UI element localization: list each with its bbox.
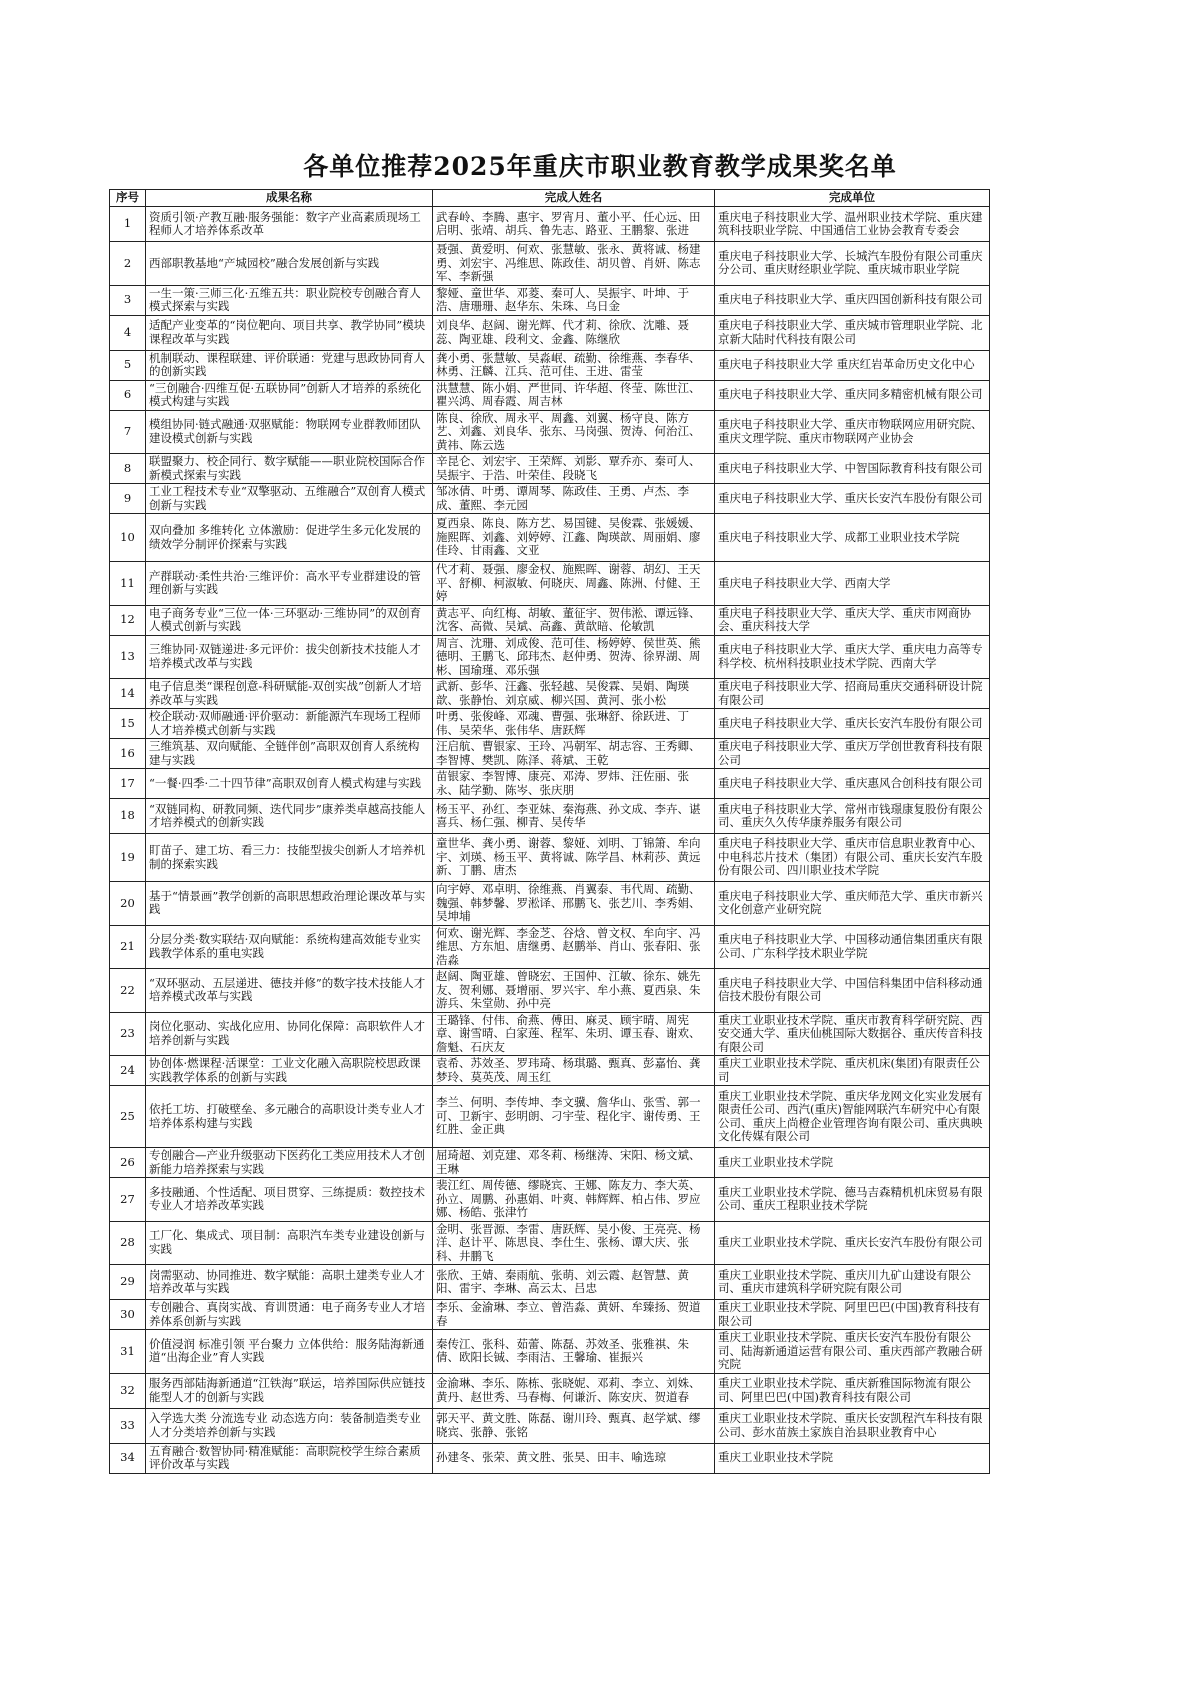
row-completers: 金明、张晋源、李雷、唐跃辉、吴小俊、王亮亮、杨洋、赵计平、陈思良、李仕生、张杨、谭大庆、张科、井鹏飞: [433, 1221, 715, 1265]
row-achievement-name: 多技融通、个性适配、项目贯穿、三练提质：数控技术专业人才培养改革实践: [146, 1178, 433, 1222]
row-serial-number: 31: [110, 1330, 146, 1374]
row-achievement-name: “三创融合·四维互促·五联协同”创新人才培养的系统化模式构建与实践: [146, 380, 433, 410]
row-achievement-name: 资质引领·产教互融·服务强能：数字产业高素质现场工程师人才培养体系改革: [146, 207, 433, 242]
row-completers: 苗银家、李智博、康亮、邓涛、罗炜、汪佐丽、张永、陆学勤、陈岑、张庆朋: [433, 769, 715, 799]
row-serial-number: 30: [110, 1300, 146, 1330]
row-units: 重庆电子科技职业大学、中智国际教育科技有限公司: [715, 454, 990, 484]
row-serial-number: 22: [110, 969, 146, 1013]
table-row: [110, 285, 990, 315]
table-row: [110, 1443, 990, 1473]
row-completers: 武新、彭华、汪鑫、张轻越、吴俊霖、吴娟、陶瑛歆、张静怡、刘京威、柳兴国、黄河、张小松: [433, 679, 715, 709]
row-units: 重庆工业职业技术学院、重庆机床(集团)有限责任公司: [715, 1056, 990, 1086]
table-row: [110, 834, 990, 882]
row-achievement-name: 专创融合—产业升级驱动下医药化工类应用技术人才创新能力培养探索与实践: [146, 1148, 433, 1178]
row-achievement-name: 三维协同·双链递进·多元评价：拔尖创新技术技能人才培养模式改革与实践: [146, 635, 433, 679]
row-completers: 何欢、谢光辉、李金芝、谷焓、曾文权、牟向宇、冯维思、方东旭、唐继勇、赵鹏举、肖山、张春阳、张浩淼: [433, 925, 715, 969]
row-serial-number: 23: [110, 1012, 146, 1056]
row-serial-number: 16: [110, 739, 146, 769]
row-units: 重庆电子科技职业大学、重庆四国创新科技有限公司: [715, 285, 990, 315]
table-header-row: [110, 190, 990, 207]
table-row: [110, 242, 990, 286]
row-units: 重庆工业职业技术学院、重庆市教育科学研究院、西安交通大学、重庆仙桃国际大数据谷、重庆传音科技有限公司: [715, 1012, 990, 1056]
table-row: [110, 635, 990, 679]
row-completers: 王璐锋、付伟、俞燕、傅田、麻灵、顾宇晴、周宪章、谢雪晴、白家莲、程军、朱玥、谭玉春、谢欢、詹魁、石庆友: [433, 1012, 715, 1056]
row-units: 重庆电子科技职业大学、西南大学: [715, 562, 990, 606]
row-achievement-name: 岗需驱动、协同推进、数字赋能：高职土建类专业人才培养改革与实践: [146, 1265, 433, 1300]
row-completers: 袁希、苏效圣、罗玮琦、杨琪璐、甄真、彭嘉怡、龚梦玲、莫英茂、周玉红: [433, 1056, 715, 1086]
row-completers: 陈良、徐欣、周永平、周鑫、刘翼、杨守良、陈方艺、刘鑫、刘良华、张东、马岗强、贺涛、何治江、黄祎、陈云选: [433, 410, 715, 454]
row-completers: 龚小勇、张慧敏、吴淼岷、疏勤、徐维燕、李春华、林勇、汪麟、江兵、范可佳、王进、雷莹: [433, 350, 715, 380]
row-achievement-name: 产群联动·柔性共治·三维评价：高水平专业群建设的管理创新与实践: [146, 562, 433, 606]
row-serial-number: 2: [110, 242, 146, 286]
row-serial-number: 18: [110, 799, 146, 834]
table-row: [110, 799, 990, 834]
row-achievement-name: 分层分类·数实联结·双向赋能：系统构建高效能专业实践教学体系的重电实践: [146, 925, 433, 969]
row-achievement-name: 校企联动·双师融通·评价驱动：新能源汽车现场工程师人才培养模式创新与实践: [146, 709, 433, 739]
row-completers: 裴江红、周传德、缪晓宾、王娜、陈友力、李大英、孙立、周鹏、孙惠娟、叶爽、韩辉辉、柏占伟、罗应娜、杨皓、张津竹: [433, 1178, 715, 1222]
row-completers: 汪启航、曹银家、王玲、冯朝军、胡志容、王秀卿、李智博、樊凯、陈泽、蒋斌、王乾: [433, 739, 715, 769]
table-row: [110, 1373, 990, 1408]
row-achievement-name: 双向叠加 多维转化 立体激励：促进学生多元化发展的绩效学分制评价探索与实践: [146, 514, 433, 562]
row-achievement-name: 联盟聚力、校企同行、数字赋能——职业院校国际合作新模式探索与实践: [146, 454, 433, 484]
row-serial-number: 9: [110, 484, 146, 514]
row-units: 重庆工业职业技术学院、重庆长安凯程汽车科技有限公司、彭水苗族土家族自治县职业教育中心: [715, 1408, 990, 1443]
table-row: [110, 1086, 990, 1148]
row-units: 重庆工业职业技术学院、重庆长安汽车股份有限公司、陆海新通道运营有限公司、重庆西部产教融合研究院: [715, 1330, 990, 1374]
header-completers: 完成人姓名: [433, 190, 715, 207]
row-units: 重庆电子科技职业大学、重庆长安汽车股份有限公司: [715, 709, 990, 739]
row-units: 重庆电子科技职业大学、招商局重庆交通科研设计院有限公司: [715, 679, 990, 709]
row-units: 重庆工业职业技术学院、阿里巴巴(中国)教育科技有限公司: [715, 1300, 990, 1330]
row-completers: 秦传江、张科、茹蕾、陈磊、苏效圣、张雅祺、朱倩、欧阳长铖、李雨洁、王馨瑜、崔振兴: [433, 1330, 715, 1374]
award-list-table: [109, 189, 990, 1474]
row-units: 重庆电子科技职业大学、温州职业技术学院、重庆建筑科技职业学院、中国通信工业协会教育专委会: [715, 207, 990, 242]
row-units: 重庆电子科技职业大学 重庆红岩革命历史文化中心: [715, 350, 990, 380]
row-units: 重庆电子科技职业大学、重庆长安汽车股份有限公司: [715, 484, 990, 514]
row-units: 重庆电子科技职业大学、长城汽车股份有限公司重庆分公司、重庆财经职业学院、重庆城市职业学院: [715, 242, 990, 286]
row-completers: 童世华、龚小勇、谢蓉、黎娅、刘明、丁锦箫、牟向宇、刘瑛、杨玉平、黄将诚、陈学昌、林莉莎、黄远新、丁鹏、唐杰: [433, 834, 715, 882]
row-completers: 金渝琳、李乐、陈栋、张晓妮、邓莉、李立、刘姝、黄丹、赵世秀、马春梅、何谦沂、陈安庆、贺道春: [433, 1373, 715, 1408]
row-serial-number: 21: [110, 925, 146, 969]
table-row: [110, 1265, 990, 1300]
header-achievement-name: 成果名称: [146, 190, 433, 207]
row-units: 重庆电子科技职业大学、重庆惠风合创科技有限公司: [715, 769, 990, 799]
row-completers: 夏西泉、陈良、陈方艺、易国键、吴俊霖、张媛媛、施熙晖、刘鑫、刘婷婷、江鑫、陶瑛歆、周丽娟、廖佳玲、甘雨鑫、文亚: [433, 514, 715, 562]
row-serial-number: 5: [110, 350, 146, 380]
table-row: [110, 709, 990, 739]
table-row: [110, 969, 990, 1013]
row-achievement-name: 机制联动、课程联建、评价联通：党建与思政协同育人的创新实践: [146, 350, 433, 380]
row-serial-number: 20: [110, 882, 146, 926]
row-achievement-name: 西部职教基地“产城园校”融合发展创新与实践: [146, 242, 433, 286]
row-units: 重庆电子科技职业大学、重庆万学创世教育科技有限公司: [715, 739, 990, 769]
row-serial-number: 25: [110, 1086, 146, 1148]
row-units: 重庆电子科技职业大学、重庆城市管理职业学院、北京新大陆时代科技有限公司: [715, 315, 990, 350]
row-completers: 郭天平、黄文胜、陈磊、谢川玲、甄真、赵学斌、缪晓宾、张静、张铭: [433, 1408, 715, 1443]
row-serial-number: 27: [110, 1178, 146, 1222]
row-achievement-name: 模组协同·链式融通·双驱赋能：物联网专业群教师团队建设模式创新与实践: [146, 410, 433, 454]
table-row: [110, 739, 990, 769]
row-achievement-name: 价值浸润 标准引领 平台聚力 立体供给：服务陆海新通道“出海企业”育人实践: [146, 1330, 433, 1374]
row-achievement-name: 工厂化、集成式、项目制：高职汽车类专业建设创新与实践: [146, 1221, 433, 1265]
row-serial-number: 1: [110, 207, 146, 242]
row-serial-number: 7: [110, 410, 146, 454]
table-row: [110, 562, 990, 606]
table-row: [110, 1012, 990, 1056]
row-achievement-name: 适配产业变革的“岗位靶向、项目共享、教学协同”模块课程改革与实践: [146, 315, 433, 350]
row-units: 重庆电子科技职业大学、重庆同多精密机械有限公司: [715, 380, 990, 410]
row-serial-number: 14: [110, 679, 146, 709]
row-achievement-name: 依托工坊、打破壁垒、多元融合的高职设计类专业人才培养体系构建与实践: [146, 1086, 433, 1148]
row-achievement-name: “双环驱动、五层递进、德技并修”的数字技术技能人才培养模式改革与实践: [146, 969, 433, 1013]
row-completers: 代才莉、聂强、廖金权、施熙晖、谢蓉、胡幻、王天平、舒柳、柯淑敏、何晓庆、周鑫、陈洲、付健、王婷: [433, 562, 715, 606]
row-achievement-name: 电子信息类“课程创意-科研赋能-双创实战”创新人才培养改革与实践: [146, 679, 433, 709]
header-serial-number: 序号: [110, 190, 146, 207]
row-achievement-name: 专创融合、真岗实战、育训贯通：电子商务专业人才培养体系创新与实践: [146, 1300, 433, 1330]
row-units: 重庆工业职业技术学院、重庆华龙网文化实业发展有限责任公司、西汽(重庆)智能网联汽车研究中心有限公司、重庆上尚橙企业管理咨询有限公司、重庆典映文化传媒有限公司: [715, 1086, 990, 1148]
row-completers: 黎娅、童世华、邓菱、秦可人、吴振宇、叶坤、于浩、唐珊珊、赵华东、朱珠、乌日金: [433, 285, 715, 315]
row-serial-number: 13: [110, 635, 146, 679]
table-row: [110, 380, 990, 410]
table-row: [110, 484, 990, 514]
row-achievement-name: 岗位化驱动、实战化应用、协同化保障：高职软件人才培养创新与实践: [146, 1012, 433, 1056]
row-achievement-name: 服务西部陆海新通道“江铁海”联运，培养国际供应链技能型人才的创新与实践: [146, 1373, 433, 1408]
table-row: [110, 315, 990, 350]
table-row: [110, 1148, 990, 1178]
row-serial-number: 32: [110, 1373, 146, 1408]
row-achievement-name: 一生一策·三师三化·五维五共：职业院校专创融合育人模式探索与实践: [146, 285, 433, 315]
row-completers: 屈琦超、刘克建、邓冬莉、杨继涛、宋阳、杨文斌、王琳: [433, 1148, 715, 1178]
table-row: [110, 410, 990, 454]
row-completers: 李兰、何明、李传坤、李文骥、詹华山、张雪、郭一可、卫新宇、彭明朗、刁宇莹、程化宇、谢传勇、王红胜、金正典: [433, 1086, 715, 1148]
table-row: [110, 605, 990, 635]
row-serial-number: 17: [110, 769, 146, 799]
row-serial-number: 6: [110, 380, 146, 410]
row-serial-number: 34: [110, 1443, 146, 1473]
row-completers: 叶勇、张俊峰、邓魂、曹强、张琳舒、徐跃进、丁伟、吴荣华、张伟华、唐跃辉: [433, 709, 715, 739]
row-units: 重庆电子科技职业大学、成都工业职业技术学院: [715, 514, 990, 562]
row-serial-number: 8: [110, 454, 146, 484]
row-completers: 邹冰倩、叶勇、谭周琴、陈政佳、王勇、卢杰、李成、董熙、李元园: [433, 484, 715, 514]
row-serial-number: 4: [110, 315, 146, 350]
header-units: 完成单位: [715, 190, 990, 207]
table-row: [110, 1408, 990, 1443]
row-units: 重庆电子科技职业大学、重庆市物联网应用研究院、重庆文理学院、重庆市物联网产业协会: [715, 410, 990, 454]
row-achievement-name: “双链同构、研教同频、迭代同步”康养类卓越高技能人才培养模式的创新实践: [146, 799, 433, 834]
row-units: 重庆电子科技职业大学、重庆大学、重庆电力高等专科学校、杭州科技职业技术学院、西南大学: [715, 635, 990, 679]
row-achievement-name: 协创体·燃课程·活课堂：工业文化融入高职院校思政课实践教学体系的创新与实践: [146, 1056, 433, 1086]
table-row: [110, 769, 990, 799]
row-achievement-name: 三维筑基、双向赋能、全链伴创”高职双创育人系统构建与实践: [146, 739, 433, 769]
row-achievement-name: 盯苗子、建工坊、看三力：技能型拔尖创新人才培养机制的探索实践: [146, 834, 433, 882]
table-row: [110, 1178, 990, 1222]
table-row: [110, 1330, 990, 1374]
row-serial-number: 33: [110, 1408, 146, 1443]
table-row: [110, 1056, 990, 1086]
row-serial-number: 10: [110, 514, 146, 562]
row-units: 重庆电子科技职业大学、重庆市信息职业教育中心、中电科芯片技术（集团）有限公司、重庆长安汽车股份有限公司、四川职业技术学院: [715, 834, 990, 882]
row-completers: 向宇婷、邓卓明、徐维燕、肖翼泰、韦代周、疏勤、魏强、韩梦馨、罗淞译、邢鹏飞、张艺川、李秀娟、吴坤埔: [433, 882, 715, 926]
row-achievement-name: 五育融合·数智协同·精准赋能：高职院校学生综合素质评价改革与实践: [146, 1443, 433, 1473]
row-achievement-name: “一餐·四季·二十四节律”高职双创育人模式构建与实践: [146, 769, 433, 799]
row-serial-number: 28: [110, 1221, 146, 1265]
row-units: 重庆电子科技职业大学、重庆师范大学、重庆市新兴文化创意产业研究院: [715, 882, 990, 926]
row-units: 重庆电子科技职业大学、中国信科集团中信科移动通信技术股份有限公司: [715, 969, 990, 1013]
table-row: [110, 882, 990, 926]
table-row: [110, 514, 990, 562]
row-units: 重庆工业职业技术学院: [715, 1148, 990, 1178]
table-row: [110, 350, 990, 380]
table-body: [110, 207, 990, 1474]
page-title: 各单位推荐2025年重庆市职业教育教学成果奖名单: [303, 152, 897, 181]
row-achievement-name: 入学选大类 分流选专业 动态选方向：装备制造类专业人才分类培养创新与实践: [146, 1408, 433, 1443]
table-row: [110, 207, 990, 242]
row-completers: 周言、沈珊、刘成俊、范可佳、杨婷婷、侯世英、熊德明、王鹏飞、邱玮杰、赵仲勇、贺涛、徐界湖、周彬、国瑜瑾、邓乐强: [433, 635, 715, 679]
row-completers: 赵阔、陶亚雄、曾晓宏、王国仲、江敏、徐东、姚先友、贺利娜、聂增丽、罗兴宇、牟小燕、夏西泉、朱游兵、朱堂勋、孙中亮: [433, 969, 715, 1013]
row-units: 重庆工业职业技术学院、德马吉森精机机床贸易有限公司、重庆工程职业技术学院: [715, 1178, 990, 1222]
row-completers: 辛昆仑、刘宏宇、王荣辉、刘影、覃乔亦、秦可人、吴振宇、于浩、叶荣佳、段晓飞: [433, 454, 715, 484]
row-completers: 聂强、黄爱明、何欢、张慧敏、张永、黄将诚、杨建勇、刘宏宇、冯维思、陈政佳、胡贝曾、肖妍、陈志军、李新强: [433, 242, 715, 286]
row-serial-number: 3: [110, 285, 146, 315]
row-completers: 洪慧慧、陈小娟、严世同、许华超、佟莹、陈世江、瞿兴鸿、周春霞、周吉林: [433, 380, 715, 410]
table-row: [110, 1221, 990, 1265]
row-units: 重庆工业职业技术学院: [715, 1443, 990, 1473]
row-completers: 张欣、王婧、秦雨航、张萌、刘云霞、赵智慧、黄阳、雷宇、李琳、高云太、吕忠: [433, 1265, 715, 1300]
row-completers: 黄志平、向红梅、胡敏、董征宇、贺伟淞、谭远锋、沈客、高微、吴斌、高鑫、黄歆暗、伦敏凯: [433, 605, 715, 635]
table-row: [110, 925, 990, 969]
row-completers: 李乐、金渝琳、李立、曾浩淼、黄妍、牟臻扬、贺道春: [433, 1300, 715, 1330]
row-achievement-name: 基于“情景画”教学创新的高职思想政治理论课改革与实践: [146, 882, 433, 926]
row-completers: 武春岭、李腾、惠宇、罗宵月、董小平、任心远、田启明、张靖、胡兵、鲁先志、路亚、王鹏黎、张进: [433, 207, 715, 242]
row-completers: 杨玉平、孙红、李亚妹、秦海燕、孙文成、李卉、谌喜兵、杨仁强、柳青、吴传华: [433, 799, 715, 834]
row-completers: 孙建冬、张荣、黄文胜、张昊、田丰、喻选琼: [433, 1443, 715, 1473]
row-serial-number: 29: [110, 1265, 146, 1300]
row-serial-number: 24: [110, 1056, 146, 1086]
row-achievement-name: 电子商务专业“三位一体·三环驱动·三维协同”的双创育人模式创新与实践: [146, 605, 433, 635]
table-row: [110, 679, 990, 709]
row-serial-number: 15: [110, 709, 146, 739]
row-completers: 刘良华、赵阔、谢光辉、代才莉、徐欣、沈雕、聂蕊、陶亚雄、段利文、金鑫、陈继欣: [433, 315, 715, 350]
row-achievement-name: 工业工程技术专业“双擎驱动、五维融合”双创育人模式创新与实践: [146, 484, 433, 514]
row-units: 重庆电子科技职业大学、重庆大学、重庆市网商协会、重庆科技大学: [715, 605, 990, 635]
table-row: [110, 454, 990, 484]
row-serial-number: 19: [110, 834, 146, 882]
row-serial-number: 12: [110, 605, 146, 635]
row-serial-number: 11: [110, 562, 146, 606]
row-serial-number: 26: [110, 1148, 146, 1178]
row-units: 重庆工业职业技术学院、重庆新雅国际物流有限公司、阿里巴巴(中国)教育科技有限公司: [715, 1373, 990, 1408]
row-units: 重庆工业职业技术学院、重庆长安汽车股份有限公司: [715, 1221, 990, 1265]
row-units: 重庆电子科技职业大学、常州市钱璟康复股份有限公司、重庆久久传华康养服务有限公司: [715, 799, 990, 834]
row-units: 重庆工业职业技术学院、重庆川九矿山建设有限公司、重庆市建筑科学研究院有限公司: [715, 1265, 990, 1300]
table-row: [110, 1300, 990, 1330]
row-units: 重庆电子科技职业大学、中国移动通信集团重庆有限公司、广东科学技术职业学院: [715, 925, 990, 969]
